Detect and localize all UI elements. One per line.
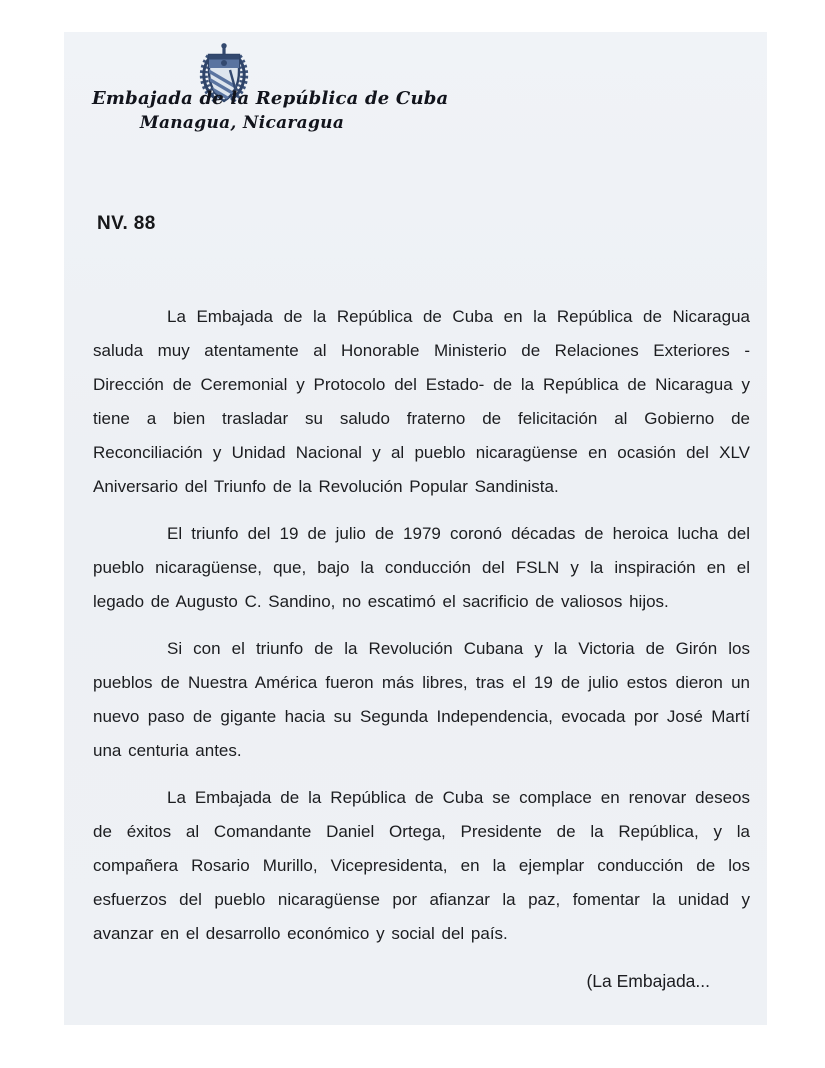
note-body (93, 300, 750, 998)
document-page (64, 32, 767, 1025)
continuation-marker: (La Embajada... (586, 971, 710, 991)
note-paragraph-revolution: Si con el triunfo de la Revolución Cubana y la Victoria de Girón los pueblos de Nuestra América fueron más libres, tras el 19 de julio estos dieron un nuevo paso de gigante hacia su Segunda Independencia, evocada por José Martí una centuria antes. (93, 639, 750, 760)
embassy-location: Managua, Nicaragua (139, 113, 345, 133)
note-paragraph-triumph: El triunfo del 19 de julio de 1979 coronó décadas de heroica lucha del pueblo nicaragüense, que, bajo la conducción del FSLN y la inspiración en el legado de Augusto C. Sandino, no escatimó el sacrificio de valiosos hijos. (93, 524, 750, 611)
note-paragraph-wishes: La Embajada de la República de Cuba se complace en renovar deseos de éxitos al Comandante Daniel Ortega, Presidente de la República, y la compañera Rosario Murillo, Vicepresidenta, en la ejemplar conducción de los esfuerzos del pueblo nicaragüense por afianzar la paz, fomentar la unidad y avanzar en el desarrollo económico y social del país. (93, 788, 750, 943)
note-paragraph-salutation: La Embajada de la República de Cuba en la República de Nicaragua saluda muy atentamente al Honorable Ministerio de Relaciones Exteriores -Dirección de Ceremonial y Protocolo del Estado- de la República de Nicaragua y tiene a bien trasladar su saludo fraterno de felicitación al Gobierno de Reconciliación y Unidad Nacional y al pueblo nicaragüense en ocasión del XLV Aniversario del Triunfo de la Revolución Popular Sandinista. (93, 307, 750, 496)
note-reference-number: NV. 88 (97, 213, 156, 234)
embassy-name: Embajada de la República de Cuba (92, 88, 449, 109)
